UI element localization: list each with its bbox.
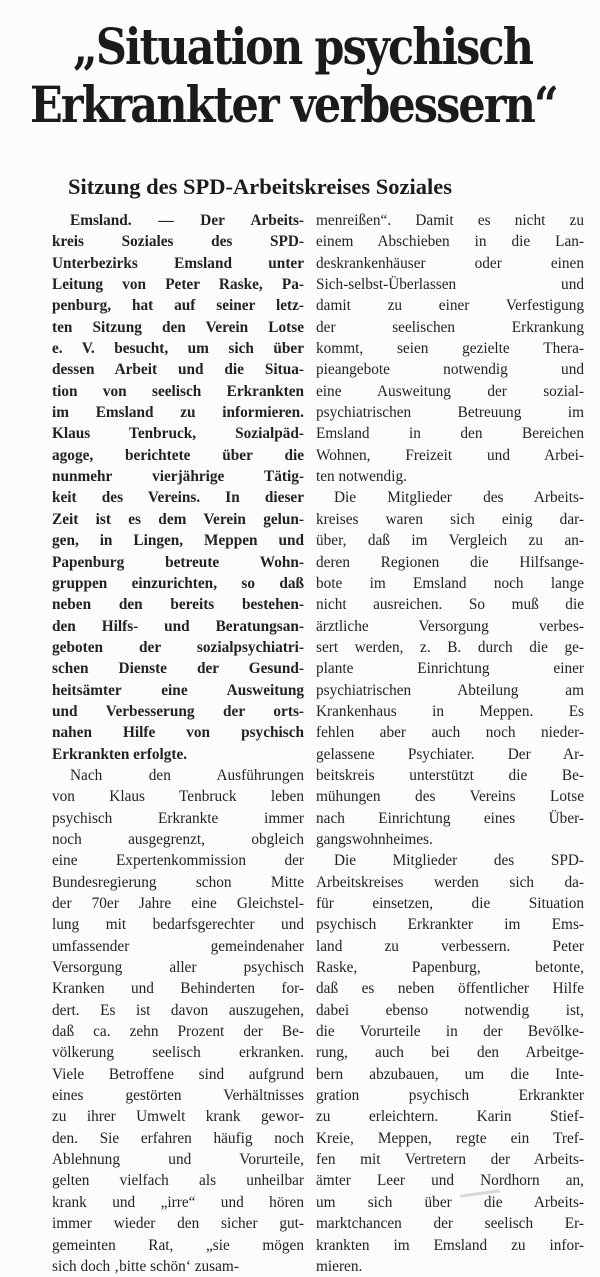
text-line: Sich-selbst-Überlassen und	[316, 276, 584, 294]
text-line: mühungen des Vereins Lotse	[316, 788, 584, 806]
text-line: fehlen aber auch noch nieder-	[316, 724, 584, 742]
text-line: den. Sie erfahren häufig noch	[52, 1129, 304, 1147]
text-line: einem Abschieben in die Lan-	[316, 233, 584, 251]
text-line: Kreie, Meppen, regte ein Tref-	[316, 1129, 584, 1147]
text-line: Emsland in den Bereichen	[316, 425, 584, 443]
text-line: agoge, berichtete über die	[52, 446, 304, 464]
text-line: e. V. besucht, um sich über	[52, 340, 304, 358]
text-line: Raske, Papenburg, betonte,	[316, 959, 584, 977]
text-line: krank und „irre“ und hören	[52, 1193, 304, 1211]
text-line: und Verbesserung der orts-	[52, 702, 304, 720]
text-line: eines gestörten Verhältnisses	[52, 1087, 304, 1105]
text-line: psychiatrischen Betreuung im	[316, 404, 584, 422]
text-line: damit zu einer Verfestigung	[316, 297, 584, 315]
text-line: Die Mitglieder des SPD-	[334, 852, 584, 870]
text-line: ämter Leer und Nordhorn an,	[316, 1172, 584, 1190]
text-line: dert. Es ist davon auszugehen,	[52, 1001, 304, 1019]
text-line: schen Dienste der Gesund-	[52, 660, 304, 678]
text-line: nicht ausreichen. So muß die	[316, 596, 584, 614]
left-column	[52, 210, 304, 1277]
text-line: krankten im Emsland zu infor-	[316, 1236, 584, 1254]
text-line: der seelischen Erkrankung	[316, 318, 584, 336]
lead-paragraph	[52, 210, 304, 765]
text-line: nunmehr vierjährige Tätig-	[52, 468, 304, 486]
text-line: nach Einrichtung eines Über-	[316, 809, 584, 827]
text-line: bote im Emsland noch lange	[316, 574, 584, 592]
text-line: gen, in Lingen, Meppen und	[52, 532, 304, 550]
text-line: der 70er Jahre eine Gleichstel-	[52, 895, 304, 912]
text-line: völkerung seelisch erkranken.	[52, 1044, 304, 1062]
body-paragraph-1	[52, 765, 304, 1277]
text-line: um sich über die Arbeits-	[316, 1193, 584, 1211]
text-line: ten Sitzung den Verein Lotse	[52, 318, 304, 336]
text-line: Kranken und Behinderten for-	[52, 980, 304, 998]
text-line: Bundesregierung schon Mitte	[52, 873, 304, 891]
text-line: immer wieder den sicher gut-	[52, 1215, 304, 1233]
text-line: umfassender gemeindenaher	[52, 937, 304, 955]
text-line: tion von seelisch Erkrankten	[52, 382, 304, 400]
text-line: gangswohnheimes.	[316, 830, 433, 848]
text-line: Versorgung aller psychisch	[52, 959, 304, 977]
body-paragraph-3	[316, 487, 584, 850]
text-line: Zeit ist es dem Verein gelun-	[52, 510, 304, 528]
text-line: beitskreis unterstützt die Be-	[316, 766, 584, 784]
text-line: von Klaus Tenbruck leben	[52, 788, 304, 806]
text-line: Wohnen, Freizeit und Arbei-	[316, 446, 584, 464]
text-line: Die Mitglieder des Arbeits-	[334, 489, 584, 507]
text-line: sich doch ‚bitte schön‘ zusam-	[52, 1257, 239, 1275]
text-line: daß ca. zehn Prozent der Be-	[52, 1023, 304, 1041]
text-line: psychiatrischen Abteilung am	[316, 681, 584, 699]
text-line: dabei ebenso notwendig ist,	[316, 1001, 584, 1019]
text-line: kommt, seien gezielte Thera-	[316, 340, 584, 358]
text-line: zu erleichtern. Karin Stief-	[316, 1108, 584, 1126]
text-line: kreis Soziales des SPD-	[52, 233, 304, 251]
text-line: ärztliche Versorgung verbes-	[316, 617, 584, 635]
text-line: Erkrankten erfolgte.	[52, 745, 188, 763]
text-line: im Emsland zu informieren.	[52, 404, 304, 422]
text-line: menreißen“. Damit es nicht zu	[316, 212, 584, 229]
text-line: Leitung von Peter Raske, Pa-	[52, 276, 304, 294]
text-line: Unterbezirks Emsland unter	[52, 254, 304, 272]
headline	[30, 17, 557, 134]
text-line: ten notwendig.	[316, 468, 407, 486]
text-line: deren Regionen die Hilfsange-	[316, 553, 584, 571]
text-line: neben den bereits bestehen-	[52, 596, 304, 614]
text-line: noch ausgegrenzt, obgleich	[52, 830, 304, 848]
text-line: Nach den Ausführungen	[70, 766, 304, 784]
text-line: eine Ausweitung der sozial-	[316, 382, 584, 400]
text-line: mieren.	[316, 1257, 363, 1275]
text-line: sert werden, z. B. durch die ge-	[316, 638, 584, 656]
text-line: dessen Arbeit und die Situa-	[52, 361, 304, 379]
text-line: heitsämter eine Ausweitung	[52, 681, 304, 699]
text-line: die Vorurteile in der Bevölke-	[316, 1023, 584, 1041]
headline-line-2: Erkrankter verbessern“	[30, 75, 557, 134]
text-line: kreises waren sich einig dar-	[316, 510, 584, 528]
text-line: daß es neben öffentlicher Hilfe	[316, 980, 584, 998]
text-line: Emsland. — Der Arbeits-	[70, 212, 304, 229]
text-line: Krankenhaus in Meppen. Es	[316, 702, 584, 720]
text-line: rung, auch bei den Arbeitge-	[316, 1044, 584, 1062]
subtitle: Sitzung des SPD-Arbeitskreises Soziales	[68, 174, 452, 199]
text-line: Klaus Tenbruck, Sozialpäd-	[52, 425, 304, 443]
text-line: über, daß im Vergleich zu an-	[316, 532, 584, 550]
text-line: eine Expertenkommission der	[52, 852, 304, 870]
text-line: gemeinten Rat, „sie mögen	[52, 1236, 304, 1254]
text-line: Ablehnung und Vorurteile,	[52, 1151, 304, 1169]
text-line: marktchancen der seelisch Er-	[316, 1215, 584, 1233]
text-line: gelten vielfach als unheilbar	[52, 1172, 304, 1190]
text-line: keit des Vereins. In dieser	[52, 489, 304, 507]
headline-line-1: „Situation psychisch	[73, 17, 533, 76]
text-line: Viele Betroffene sind aufgrund	[52, 1065, 304, 1083]
body-paragraph-4	[316, 850, 584, 1277]
text-line: plante Einrichtung einer	[316, 660, 584, 678]
text-line: Arbeitskreises werden sich da-	[316, 873, 584, 891]
text-line: bern abzubauen, um die Inte-	[316, 1065, 584, 1083]
text-line: gration psychisch Erkrankter	[316, 1087, 584, 1105]
right-column	[316, 210, 584, 1277]
text-line: fen mit Vertretern der Arbeits-	[316, 1151, 584, 1169]
text-line: penburg, hat auf seiner letz-	[52, 297, 304, 315]
text-line: land zu verbessern. Peter	[316, 937, 584, 955]
text-line: den Hilfs- und Beratungsan-	[52, 617, 304, 635]
text-line: psychisch Erkrankter im Ems-	[316, 916, 584, 934]
text-line: gruppen einzurichten, so daß	[52, 574, 304, 592]
text-line: pieangebote notwendig und	[316, 361, 584, 379]
text-line: Papenburg betreute Wohn-	[52, 553, 304, 571]
text-line: zu ihrer Umwelt krank gewor-	[52, 1108, 304, 1126]
text-line: lung mit bedarfsgerechter und	[52, 916, 304, 934]
text-line: gelassene Psychiater. Der Ar-	[316, 745, 584, 763]
text-line: deskrankenhäuser oder einen	[316, 254, 584, 272]
text-line: psychisch Erkrankte immer	[52, 809, 304, 827]
body-paragraph-2	[316, 210, 584, 487]
text-line: geboten der sozialpsychiatri-	[52, 638, 304, 656]
text-line: nahen Hilfe von psychisch	[52, 724, 304, 742]
text-line: für einsetzen, die Situation	[316, 895, 584, 912]
